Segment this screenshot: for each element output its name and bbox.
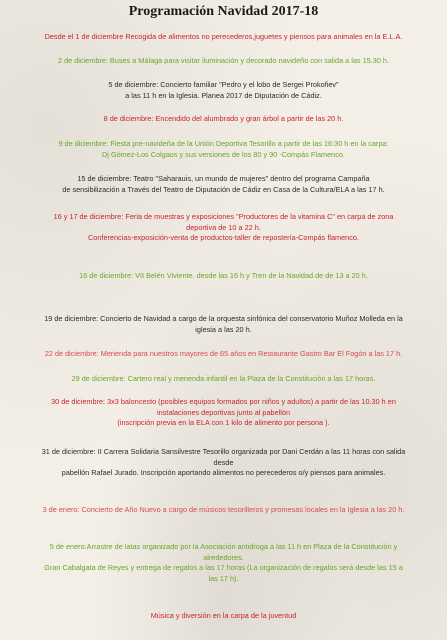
program-item-line: 3 de enero: Concierto de Año Nuevo a cargo de músicos tesorilleros y promesas locales en la Iglesia a las 20 h. (42, 505, 405, 514)
program-item-line: 16 y 17 de diciembre: Feria de muestras y exposiciones "Productores de la vitamina C" en carpa de zona (53, 212, 394, 221)
program-item-line: Música y diversión en la carpa de la juventud (150, 611, 297, 620)
program-item (8, 447, 439, 479)
program-item (8, 349, 439, 360)
program-item (8, 314, 439, 335)
program-item (8, 271, 439, 282)
program-item-line: 8 de diciembre: Encendido del alumbrado y gran árbol a partir de las 20 h. (103, 114, 344, 123)
program-item-line: deportiva de 10 a 22 h. (186, 222, 261, 232)
program-item (8, 80, 439, 101)
page-title: Programación Navidad 2017-18 (128, 4, 319, 19)
program-item-line: a las 11 h en la Iglesia. Planea 2017 de Diputación de Cádiz. (125, 90, 322, 100)
program-item (8, 56, 439, 67)
program-item-line: 5 de diciembre: Concierto familiar "Pedro y el lobo de Sergei Prokofiev" (108, 80, 339, 89)
program-item-line: de sensibilización a Través del Teatro de Diputación de Cádiz en Casa de la Cultura/ELA a las 17 h. (62, 184, 385, 194)
program-item (8, 139, 439, 160)
program-item-line: 2 de diciembre: Buses a Málaga para visitar iluminación y decorado navideño con salida a las 15.30 h. (58, 56, 389, 65)
program-item (8, 374, 439, 385)
program-item-line: las 17 h). (208, 573, 239, 583)
program-item-line: 15 de diciembre: Teatro "Saharauis, un mundo de mujeres" dentro del programa Campaña (77, 174, 370, 183)
program-item-line: 19 de diciembre: Concierto de Navidad a cargo de la orquesta sinfónica del conservatorio Muñoz Molleda en la (44, 314, 403, 323)
program-item (8, 212, 439, 244)
program-item (8, 542, 439, 584)
program-item (8, 611, 439, 622)
program-item (8, 32, 439, 43)
program-item-line: (inscripción previa en la ELA con 1 kilo de alimento por persona ). (117, 418, 330, 428)
program-item (8, 114, 439, 125)
program-item (8, 505, 439, 516)
program-item-line: 9 de diciembre: Fiesta pre-navideña de la Unión Deportiva Tesorillo a partir de las 16:30 h en la carpa: (58, 139, 389, 148)
program-item-line: 30 de diciembre: 3x3 baloncesto (posibles equipos formados por niños y adultos) a partir de las 10.30 h en (51, 397, 396, 406)
program-item-line: Desde el 1 de diciembre Recogida de alimentos no perecederos,juguetes y piensos para animales en la E.L.A. (44, 32, 403, 41)
program-item-line: 31 de diciembre: II Carrera Solidaria Sansilvestre Tesorillo organizada por Dani Cerdán a las 11 horas con salida (41, 447, 406, 456)
program-item-line: Gran Cabalgata de Reyes y entrega de regalos a las 17 horas (La organización de regalos será desde las 15 a (44, 563, 403, 573)
program-item-line: desde (213, 457, 234, 467)
program-item-line: alrededores. (203, 552, 244, 562)
program-item-line: 22 de diciembre: Merienda para nuestros mayores de 65 años en Restaurante Gastro Bar El Fogón a las 17 h. (44, 349, 403, 358)
program-item (8, 397, 439, 429)
program-item-line: instalaciones deportivas junto al pabellón (156, 407, 291, 417)
program-item-line: 5 de enero:Arrastre de latas organizado por la Asociación antidroga a las 11 h en Plaza de la Constitución y (49, 542, 398, 551)
program-item-line: 16 de diciembre: VII Belén Viviente. desde las 16 h y Tren de la Navidad.de de 13 a 20 h. (79, 271, 368, 280)
program-item-line: Conferencias-exposición-venta de productos-taller de repostería-Compás flamenco. (88, 233, 359, 243)
program-item-line: Dj Gómez-Los Colgaos y sus versiones de los 80 y 90 -Compás Flamenco. (102, 149, 345, 159)
program-item-line: pabellón Rafael Jurado. Inscripción aportando alimentos no perecederos o/y piensos para animales. (61, 468, 386, 478)
program-item-line: 29 de diciembre: Cartero real y merienda infantil en la Plaza de la Constitución a las 17 horas. (71, 374, 376, 383)
program-item-line: iglesia a las 20 h. (195, 324, 252, 334)
program-item (8, 174, 439, 195)
